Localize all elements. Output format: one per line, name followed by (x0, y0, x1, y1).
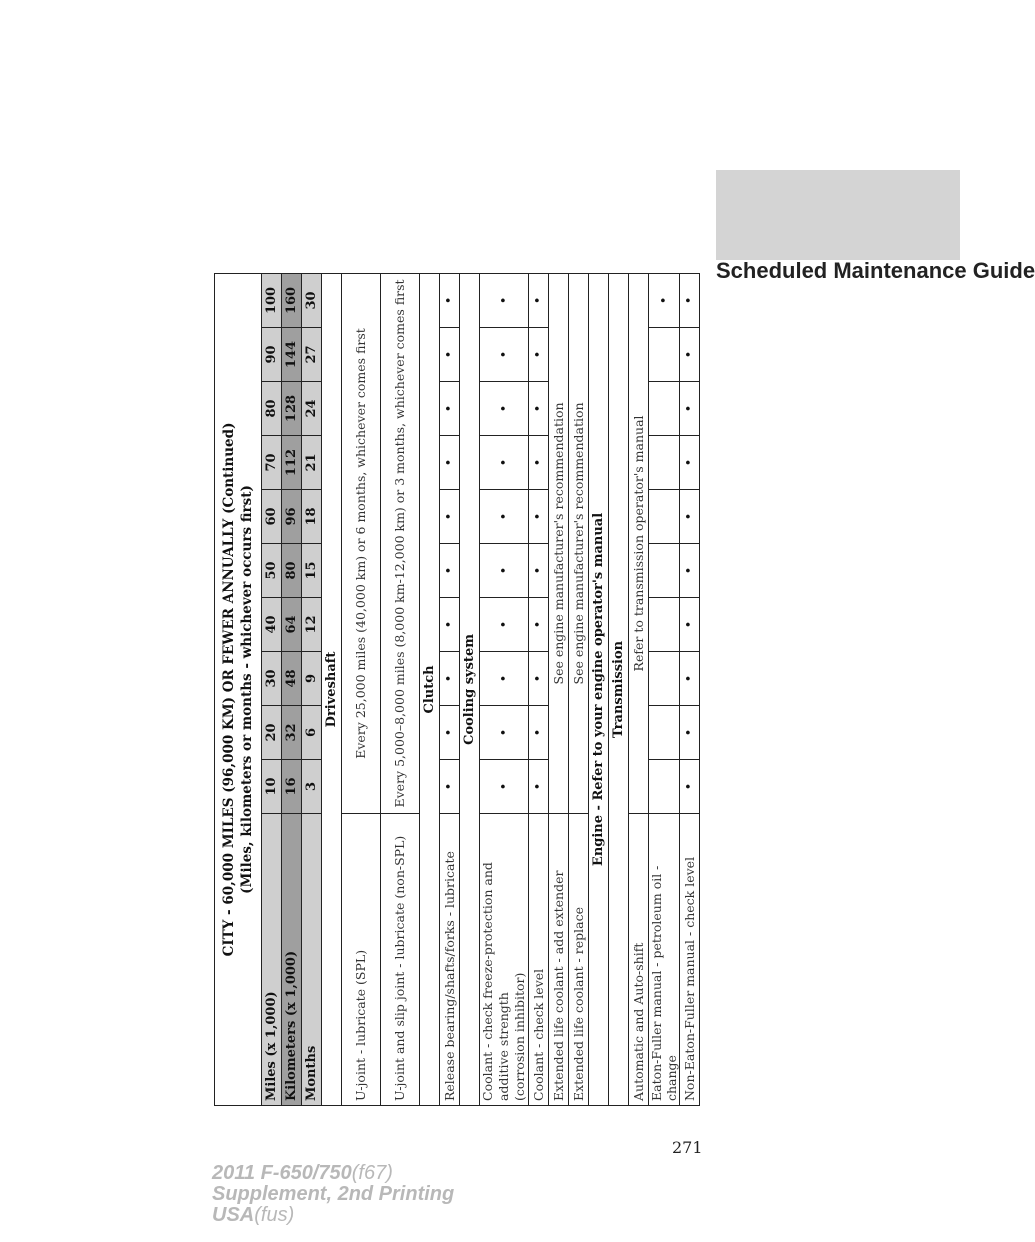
miles-cell: 100 (262, 273, 282, 327)
section-heading-engine: Engine - Refer to your engine operator's manual (589, 273, 609, 1105)
months-cell: 3 (302, 760, 322, 814)
service-dot: • (480, 760, 529, 814)
item-label: Non-Eaton-Fuller manual - check level (680, 814, 700, 1106)
table-row (549, 273, 569, 1105)
months-row (302, 273, 322, 1105)
km-cell: 160 (282, 273, 302, 327)
miles-cell: 80 (262, 382, 282, 436)
miles-cell: 90 (262, 328, 282, 382)
item-label: Release bearing/shafts/forks - lubricate (440, 814, 460, 1106)
months-cell: 15 (302, 544, 322, 598)
empty-cell (649, 436, 680, 490)
miles-cell: 40 (262, 598, 282, 652)
service-dot: • (480, 328, 529, 382)
footer-market-code: (fus) (254, 1204, 295, 1226)
interval-note: See engine manufacturer's recommendation (569, 273, 589, 813)
miles-cell: 50 (262, 544, 282, 598)
months-label: Months (302, 814, 322, 1106)
service-dot: • (440, 706, 460, 760)
km-cell: 128 (282, 382, 302, 436)
footer-code: (f67) (351, 1162, 393, 1184)
service-dot: • (440, 273, 460, 327)
service-dot: • (440, 328, 460, 382)
miles-row (262, 273, 282, 1105)
item-label: Coolant - check freeze-protection and additive strength (corrosion inhibitor) (480, 814, 529, 1106)
header-tab (716, 170, 960, 260)
table-row (480, 273, 529, 1105)
service-dot: • (480, 598, 529, 652)
item-label: Coolant - check level (529, 814, 549, 1106)
miles-cell: 30 (262, 652, 282, 706)
km-cell: 96 (282, 490, 302, 544)
page-number: 271 (672, 1138, 703, 1157)
table-row (629, 273, 649, 1105)
table-row (680, 273, 700, 1105)
section-heading-row (609, 273, 629, 1105)
service-dot: • (529, 598, 549, 652)
interval-note: Refer to transmission operator's manual (629, 273, 649, 813)
months-cell: 30 (302, 273, 322, 327)
miles-cell: 60 (262, 490, 282, 544)
km-cell: 144 (282, 328, 302, 382)
miles-cell: 70 (262, 436, 282, 490)
service-dot: • (440, 490, 460, 544)
service-dot: • (440, 544, 460, 598)
table-row (529, 273, 549, 1105)
interval-note: Every 5,000–8,000 miles (8,000 km-12,000 km) or 3 months, whichever comes first (381, 273, 420, 813)
months-cell: 24 (302, 382, 322, 436)
item-label: Eaton-Fuller manual - petroleum oil - change (649, 814, 680, 1106)
item-label: Extended life coolant - replace (569, 814, 589, 1106)
service-dot: • (680, 598, 700, 652)
footer-printing: Supplement, 2nd Printing (212, 1183, 455, 1205)
months-cell: 18 (302, 490, 322, 544)
maintenance-schedule-table (214, 273, 700, 1106)
km-cell: 32 (282, 706, 302, 760)
section-heading-row (322, 273, 342, 1105)
service-dot: • (480, 544, 529, 598)
service-dot: • (440, 760, 460, 814)
miles-cell: 10 (262, 760, 282, 814)
service-dot: • (680, 652, 700, 706)
service-dot: • (529, 328, 549, 382)
service-dot: • (440, 436, 460, 490)
table-title-row (215, 273, 262, 1105)
service-dot: • (680, 382, 700, 436)
item-label: U-joint and slip joint - lubricate (non-SPL) (381, 814, 420, 1106)
empty-cell (649, 706, 680, 760)
footer-model: 2011 F-650/750 (212, 1162, 352, 1184)
section-heading-cooling: Cooling system (460, 273, 480, 1105)
service-dot: • (529, 706, 549, 760)
service-dot: • (529, 652, 549, 706)
km-cell: 48 (282, 652, 302, 706)
service-dot: • (480, 652, 529, 706)
item-label: Automatic and Auto-shift (629, 814, 649, 1106)
service-dot: • (680, 544, 700, 598)
months-cell: 27 (302, 328, 322, 382)
section-heading-driveshaft: Driveshaft (322, 273, 342, 1105)
table-title: CITY - 60,000 MILES (96,000 KM) OR FEWER ANNUALLY (Continued) (Miles, kilometers or months - whichever occurs first) (215, 273, 262, 1105)
table-row (569, 273, 589, 1105)
empty-cell (649, 760, 680, 814)
section-heading-transmission: Transmission (609, 273, 629, 1105)
empty-cell (649, 544, 680, 598)
service-dot: • (680, 436, 700, 490)
service-dot: • (680, 706, 700, 760)
km-cell: 16 (282, 760, 302, 814)
item-label: Extended life coolant - add extender (549, 814, 569, 1106)
service-dot: • (529, 273, 549, 327)
interval-note: Every 25,000 miles (40,000 km) or 6 months, whichever comes first (342, 273, 381, 813)
service-dot: • (440, 382, 460, 436)
km-cell: 64 (282, 598, 302, 652)
months-cell: 9 (302, 652, 322, 706)
item-label: U-joint - lubricate (SPL) (342, 814, 381, 1106)
table-row (440, 273, 460, 1105)
empty-cell (649, 652, 680, 706)
empty-cell (649, 382, 680, 436)
interval-note: See engine manufacturer's recommendation (549, 273, 569, 813)
miles-label: Miles (x 1,000) (262, 814, 282, 1106)
page-section-title: Scheduled Maintenance Guide (716, 258, 1035, 283)
section-heading-row (420, 273, 440, 1105)
km-cell: 112 (282, 436, 302, 490)
service-dot: • (680, 490, 700, 544)
service-dot: • (480, 490, 529, 544)
service-dot: • (440, 598, 460, 652)
service-dot: • (529, 436, 549, 490)
kilometers-label: Kilometers (x 1,000) (282, 814, 302, 1106)
service-dot: • (480, 706, 529, 760)
service-dot: • (529, 490, 549, 544)
table-row (342, 273, 381, 1105)
empty-cell (649, 490, 680, 544)
service-dot: • (480, 436, 529, 490)
months-cell: 6 (302, 706, 322, 760)
service-dot: • (649, 273, 680, 327)
table-row (381, 273, 420, 1105)
service-dot: • (440, 652, 460, 706)
miles-cell: 20 (262, 706, 282, 760)
section-heading-row (589, 273, 609, 1105)
document-footer (212, 1163, 454, 1226)
empty-cell (649, 328, 680, 382)
section-heading-clutch: Clutch (420, 273, 440, 1105)
maintenance-table-wrapper (214, 274, 697, 1106)
service-dot: • (529, 544, 549, 598)
service-dot: • (680, 273, 700, 327)
months-cell: 12 (302, 598, 322, 652)
months-cell: 21 (302, 436, 322, 490)
km-cell: 80 (282, 544, 302, 598)
empty-cell (649, 598, 680, 652)
service-dot: • (529, 760, 549, 814)
footer-market: USA (212, 1204, 255, 1226)
section-heading-row (460, 273, 480, 1105)
service-dot: • (680, 760, 700, 814)
kilometers-row (282, 273, 302, 1105)
table-row (649, 273, 680, 1105)
service-dot: • (529, 382, 549, 436)
service-dot: • (480, 273, 529, 327)
service-dot: • (680, 328, 700, 382)
service-dot: • (480, 382, 529, 436)
